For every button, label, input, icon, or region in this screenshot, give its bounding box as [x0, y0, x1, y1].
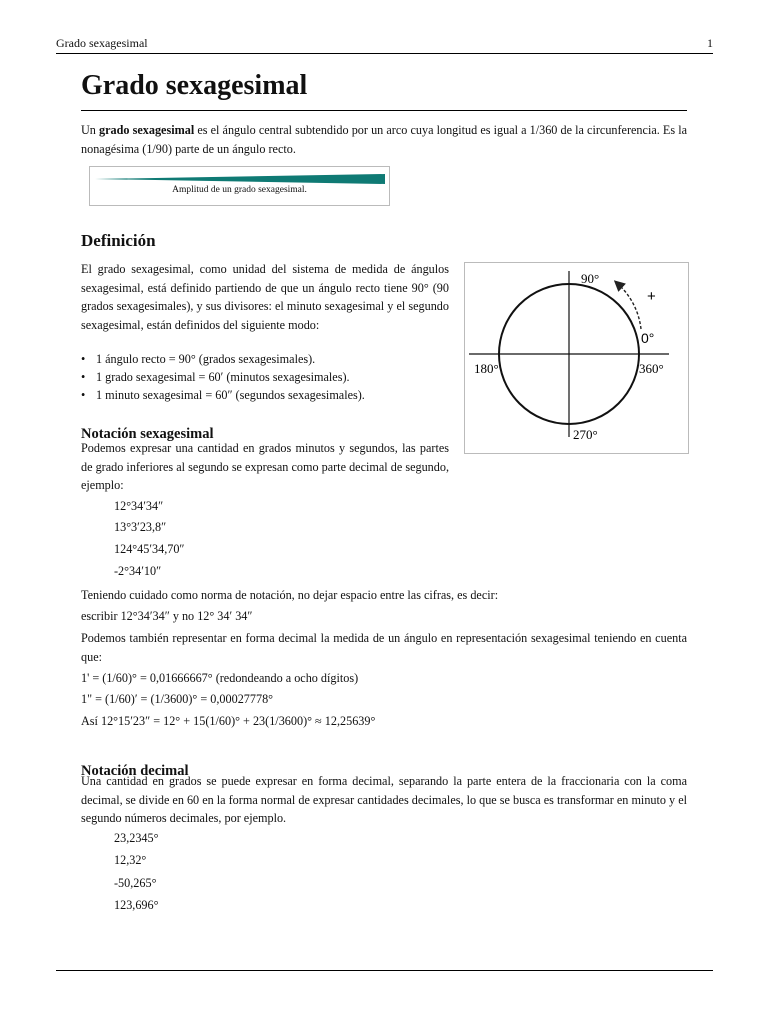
label-plus: + [647, 288, 656, 305]
definicion-list [81, 350, 449, 404]
list-item: • 1 ángulo recto = 90° (grados sexagesimales). [81, 350, 449, 368]
label-360: 360° [639, 361, 664, 376]
section-heading-definicion: Definición [81, 231, 156, 250]
example-line: 12°34′34″ [114, 499, 164, 513]
label-zero: 0° [641, 330, 655, 346]
example-line: -50,265° [114, 876, 157, 890]
degree-figure [89, 166, 390, 206]
page-title: Grado sexagesimal [81, 70, 308, 101]
example-line: 124°45′34,70″ [114, 542, 185, 556]
formula-line: Así 12°15′23″ = 12° + 15(1/60)° + 23(1/3600)° ≈ 12,25639° [81, 714, 376, 728]
formula-line: 1" = (1/60)′ = (1/3600)° = 0,00027778° [81, 692, 274, 706]
label-270: 270° [573, 427, 598, 442]
example-line: 13°3′23,8″ [114, 520, 167, 534]
footer-rule [56, 970, 713, 971]
definicion-paragraph: El grado sexagesimal, como unidad del sistema de medida de ángulos sexagesimal, está definido partiendo de que un ángulo recto tiene 90° (90 grados sexagesimales), y sus divisores: el minuto sexagesimal y el segundo sexagesimal, están definidos del siguiente modo: [81, 262, 449, 332]
example-line: 12,32° [114, 853, 147, 867]
intro-paragraph [81, 121, 687, 159]
figure-caption: Amplitud de un grado sexagesimal. [172, 185, 307, 195]
notation-note: Teniendo cuidado como norma de notación, no dejar espacio entre las cifras, es decir: [81, 588, 499, 602]
example-line: 123,696° [114, 898, 159, 912]
intro-rest: es el ángulo central subtendido por un arco cuya longitud es igual a 1/360 de la circunferencia. Es la nonagésima (1/90) parte de un ángulo recto. [81, 123, 688, 156]
intro-bold-term: grado sexagesimal [99, 123, 195, 137]
list-item: • 1 grado sexagesimal = 60′ (minutos sexagesimales). [81, 368, 449, 386]
label-180: 180° [474, 361, 499, 376]
section-heading-notacion-sexagesimal: Notación sexagesimal [81, 425, 214, 442]
notacion-sexagesimal-paragraph: Podemos expresar una cantidad en grados minutos y segundos, las partes de grado inferiores al segundo se expresan como parte decimal de segundo, ejemplo: [81, 441, 449, 492]
notacion-decimal-paragraph: Una cantidad en grados se puede expresar en forma decimal, separando la parte entera de la fraccionaria con la coma decimal, se divide en 60 en la forma normal de expresar cantidades decimales, lo que se busca es transformar en minuto y el segundo números decimales, por ejemplo. [81, 774, 687, 825]
title-rule [81, 110, 687, 111]
example-line: -2°34′10″ [114, 564, 162, 578]
formula-line: 1' = (1/60)° = 0,01666667° (redondeando a ocho dígitos) [81, 671, 359, 685]
label-90: 90° [581, 271, 600, 286]
example-line: 23,2345° [114, 831, 159, 845]
list-item: • 1 minuto sexagesimal = 60″ (segundos sexagesimales). [81, 386, 449, 404]
notation-example: escribir 12°34′34″ y no 12° 34′ 34″ [81, 609, 253, 623]
degree-wedge-graphic [95, 174, 385, 184]
circle-diagram-svg [465, 263, 688, 453]
angle-circle-diagram [464, 262, 689, 454]
header-title: Grado sexagesimal [56, 36, 148, 50]
intro-prefix: Un [81, 123, 96, 137]
page-header [56, 36, 713, 54]
decimal-intro-paragraph: Podemos también representar en forma decimal la medida de un ángulo en representación sexagesimal teniendo en cuenta que: [81, 631, 687, 664]
page-number: 1 [707, 36, 713, 50]
section-heading-notacion-decimal: Notación decimal [81, 762, 189, 779]
